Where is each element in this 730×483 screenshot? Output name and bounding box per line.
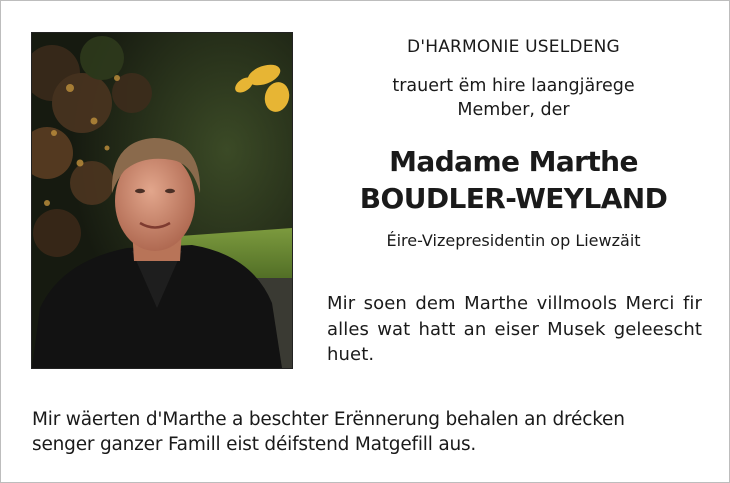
closing-line: senger ganzer Famill eist déifstend Matgefill aus.: [32, 434, 477, 455]
mourning-line: trauert ëm hire laangjärege: [392, 76, 635, 96]
deceased-name: [301, 143, 726, 217]
thanks-paragraph: Mir soen dem Marthe villmools Merci fir alles wat hatt an eiser Musek geleescht huet.: [327, 293, 702, 365]
deceased-role: Éire-Vizepresidentin op Liewzäit: [386, 231, 641, 250]
mourning-line: Member, der: [457, 100, 570, 120]
portrait-image: [32, 33, 292, 368]
deceased-name-line: Madame Marthe: [389, 145, 638, 178]
closing-line: Mir wäerten d'Marthe a beschter Erënnerung behalen an drécken: [32, 409, 625, 430]
organization-name: D'HARMONIE USELDENG: [407, 37, 620, 57]
closing-paragraph: [32, 407, 712, 457]
portrait-photo: [31, 32, 293, 369]
deceased-name-line: BOUDLER-WEYLAND: [359, 182, 668, 215]
mourning-statement: [301, 74, 726, 122]
notice-header: [301, 32, 726, 253]
